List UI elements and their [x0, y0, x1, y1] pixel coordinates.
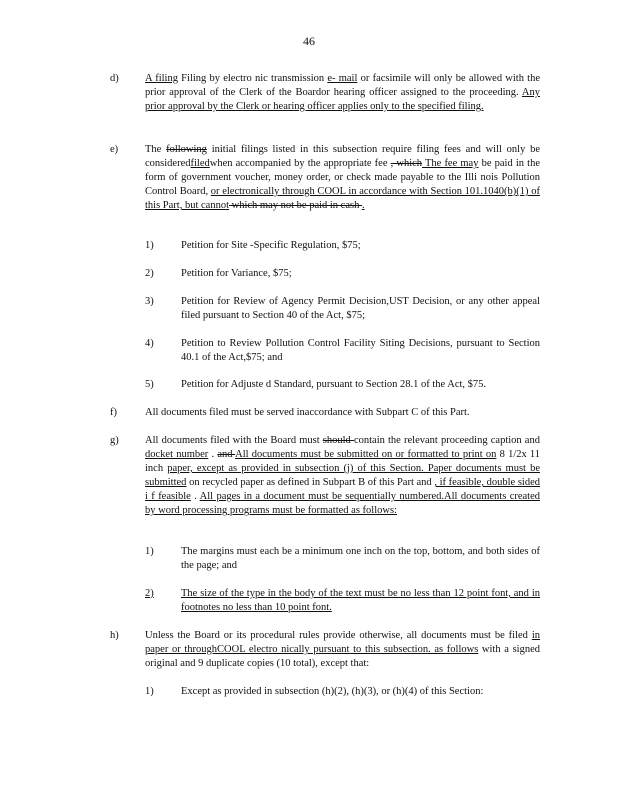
inserted-text: or electronically through COOL in accordance with Section 101.1040(b)(1) of this Part, but cannot — [145, 186, 540, 211]
text-run: 8 1/2x 11 inch — [145, 449, 541, 474]
paragraph-text — [145, 72, 540, 114]
inserted-text: All documents must be submitted on — [235, 449, 396, 460]
paragraph-label: g) — [110, 435, 119, 446]
sub-item-label: 2) — [145, 268, 154, 279]
text-run: initial filings listed in this subsection require filing fees and will only be considered — [145, 144, 541, 169]
deleted-text: which may not be paid in cash — [229, 200, 362, 211]
inserted-text: filed — [190, 158, 210, 169]
text-run: . — [190, 491, 200, 502]
deleted-text: and — [217, 449, 236, 460]
inserted-text: A filing — [145, 73, 178, 84]
inserted-text: in paper or throughCOOL electro nically pursuant to this subsection. as follows — [145, 630, 540, 655]
sub-item-text: Petition for Review of Agency Permit Decision,UST Decision, or any other appeal filed pursuant to Section 40 of the Act, $75; — [181, 296, 540, 321]
inserted-text: Any prior approval by the Clerk or hearing officer applies only to the specified filing. — [145, 87, 540, 112]
paragraph-text — [145, 143, 540, 213]
inserted-text: The — [422, 158, 445, 169]
text-run: when accompanied by the appropriate fee — [209, 158, 391, 169]
sub-item-label: 2) — [145, 588, 154, 599]
paragraph-label: f) — [110, 407, 117, 418]
text-run: Filing by electro nic transmission — [177, 73, 328, 84]
inserted-text: or formatted to print on — [395, 449, 497, 460]
sub-item-text: Except as provided in subsection (h)(2), (h)(3), or (h)(4) of this Section: — [181, 686, 484, 697]
deleted-text: following — [166, 144, 207, 155]
text-run: Unless the Board or its procedural rules provide otherwise, all documents must be filed — [145, 630, 532, 641]
inserted-text: All pages in a document must be sequentially numbered.All documents created by word processing programs must be formatted as follows: — [145, 491, 541, 516]
sub-item-text: Petition for Adjuste d Standard, pursuant to Section 28.1 of the Act, $75. — [181, 379, 487, 390]
paragraph-label: e) — [110, 144, 119, 155]
inserted-text: fee may — [444, 158, 479, 169]
inserted-text: e- mail — [327, 73, 358, 84]
deleted-text: , which — [390, 158, 423, 169]
sub-item-text: The margins must each be a minimum one inch on the top, bottom, and both sides of the page; and — [181, 546, 540, 571]
text-run: on recycled paper as defined in Subpart B of this Part and — [186, 477, 435, 488]
inserted-text: docket number — [145, 449, 209, 460]
text-run: be paid in the form of government voucher, money order, or check made payable to the Illi nois Pollution Control Board, — [145, 158, 540, 197]
text-run: All documents filed with the Board must — [145, 435, 323, 446]
text-run: The — [145, 144, 167, 155]
inserted-text: . — [361, 200, 365, 211]
sub-item-label: 4) — [145, 338, 154, 349]
sub-item-label: 5) — [145, 379, 154, 390]
deleted-text: should — [322, 435, 354, 446]
text-run: contain the relevant proceeding caption and — [353, 435, 540, 446]
sub-item-text: Petition to Review Pollution Control Facility Siting Decisions, pursuant to Section 40.1 of the Act,$75; and — [181, 338, 540, 363]
inserted-text: paper, except as provided in subsection (j) of this Section. Paper documents must be submitted — [145, 463, 540, 488]
sub-item-text: Petition for Site -Specific Regulation, $75; — [181, 240, 361, 251]
page-number: 46 — [303, 34, 315, 48]
inserted-text: , if feasible, double sided i f feasible — [145, 477, 540, 502]
text-run: or facsimile will only be allowed with the prior approval of the Clerk of the Boardor hearing officer assigned to the proceeding. — [145, 73, 540, 98]
paragraph-text: All documents filed must be served inaccordance with Subpart C of this Part. — [145, 407, 470, 418]
paragraph-label: d) — [110, 73, 119, 84]
sub-item-text: The size of the type in the body of the text must be no less than 12 point font, and in footnotes no less than 10 point font. — [181, 588, 540, 613]
paragraph-text — [145, 434, 540, 518]
sub-item-text: Petition for Variance, $75; — [181, 268, 292, 279]
sub-item-label: 3) — [145, 296, 154, 307]
sub-item-label: 1) — [145, 240, 154, 251]
paragraph-text — [145, 629, 540, 671]
sub-item-label: 1) — [145, 546, 154, 557]
sub-item-label: 1) — [145, 686, 154, 697]
paragraph-label: h) — [110, 630, 119, 641]
text-run: . — [208, 449, 218, 460]
text-run: with a signed original and 9 duplicate copies (10 total), except that: — [145, 644, 540, 669]
